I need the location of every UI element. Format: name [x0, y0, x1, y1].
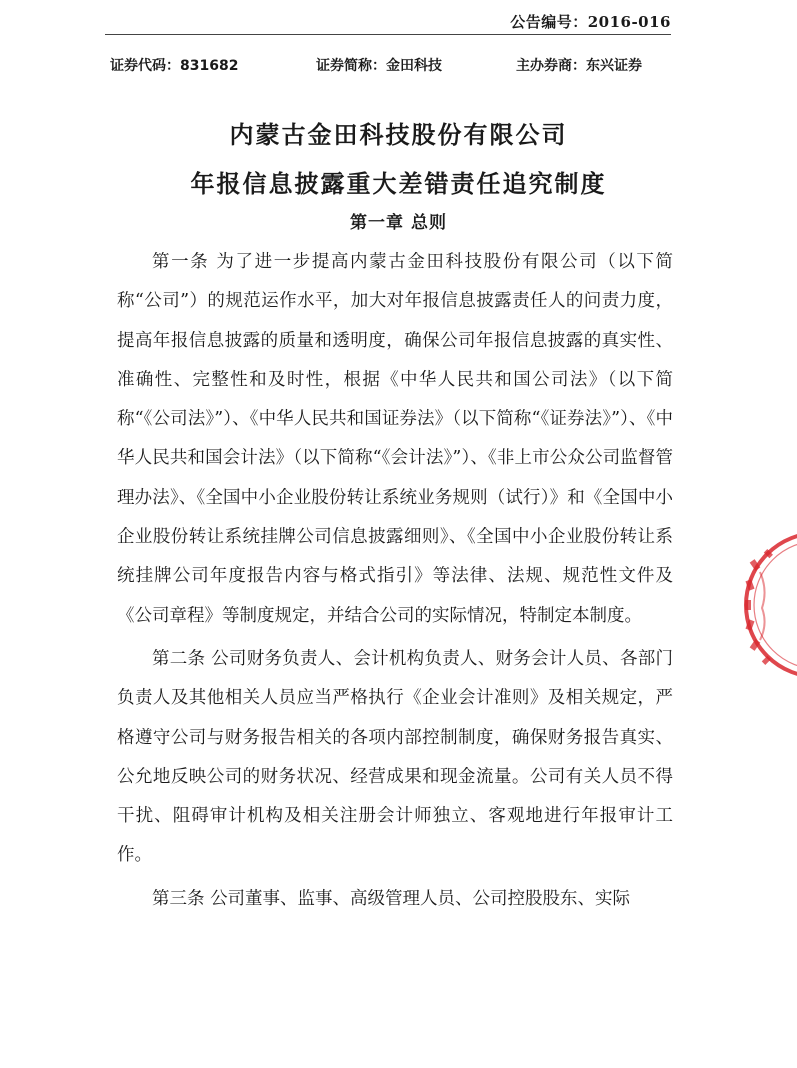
stock-code: 证券代码：831682	[110, 58, 239, 74]
article-1: 第一条 为了进一步提高内蒙古金田科技股份有限公司（以下简称“公司”）的规范运作水平，加大对年报信息披露责任人的问责力度，提高年报信息披露的质量和透明度，确保公司年报信息披露的真实性、准确性、完整性和及时性，根据《中华人民共和国公司法》（以下简称“《公司法》”）、《中华人民共和国证券法》（以下简称“《证券法》”）、《中华人民共和国会计法》（以下简称“《会计法》”）、《非上市公众公司监督管理办法》、《全国中小企业股份转让系统业务规则（试行）》和《全国中小企业股份转让系统挂牌公司信息披露细则》、《全国中小企业股份转让系统挂牌公司年度报告内容与格式指引》等法律、法规、规范性文件及《公司章程》等制度规定，并结合公司的实际情况，特制定本制度。	[117, 252, 673, 626]
sponsor-broker: 主办券商：东兴证券	[516, 58, 642, 74]
stock-abbreviation: 证券简称：金田科技	[316, 58, 442, 74]
notice-number: 公告编号：2016-016	[510, 13, 671, 31]
document-title-policy: 年报信息披露重大差错责任追究制度	[190, 170, 607, 198]
company-seal-icon	[738, 520, 797, 690]
document-title-company: 内蒙古金田科技股份有限公司	[229, 121, 568, 149]
security-info-row	[110, 55, 670, 75]
document-body	[117, 243, 673, 919]
article-3: 第三条 公司董事、监事、高级管理人员、公司控股股东、实际	[152, 888, 631, 909]
chapter-heading: 第一章 总则	[350, 213, 447, 233]
article-2: 第二条 公司财务负责人、会计机构负责人、财务会计人员、各部门负责人及其他相关人员应当严格执行《企业会计准则》及相关规定，严格遵守公司与财务报告相关的各项内部控制制度，确保财务报告真实、公允地反映公司的财务状况、经营成果和现金流量。公司有关人员不得干扰、阻碍审计机构及相关注册会计师独立、客观地进行年报审计工作。	[117, 648, 673, 866]
header-rule	[105, 34, 671, 35]
